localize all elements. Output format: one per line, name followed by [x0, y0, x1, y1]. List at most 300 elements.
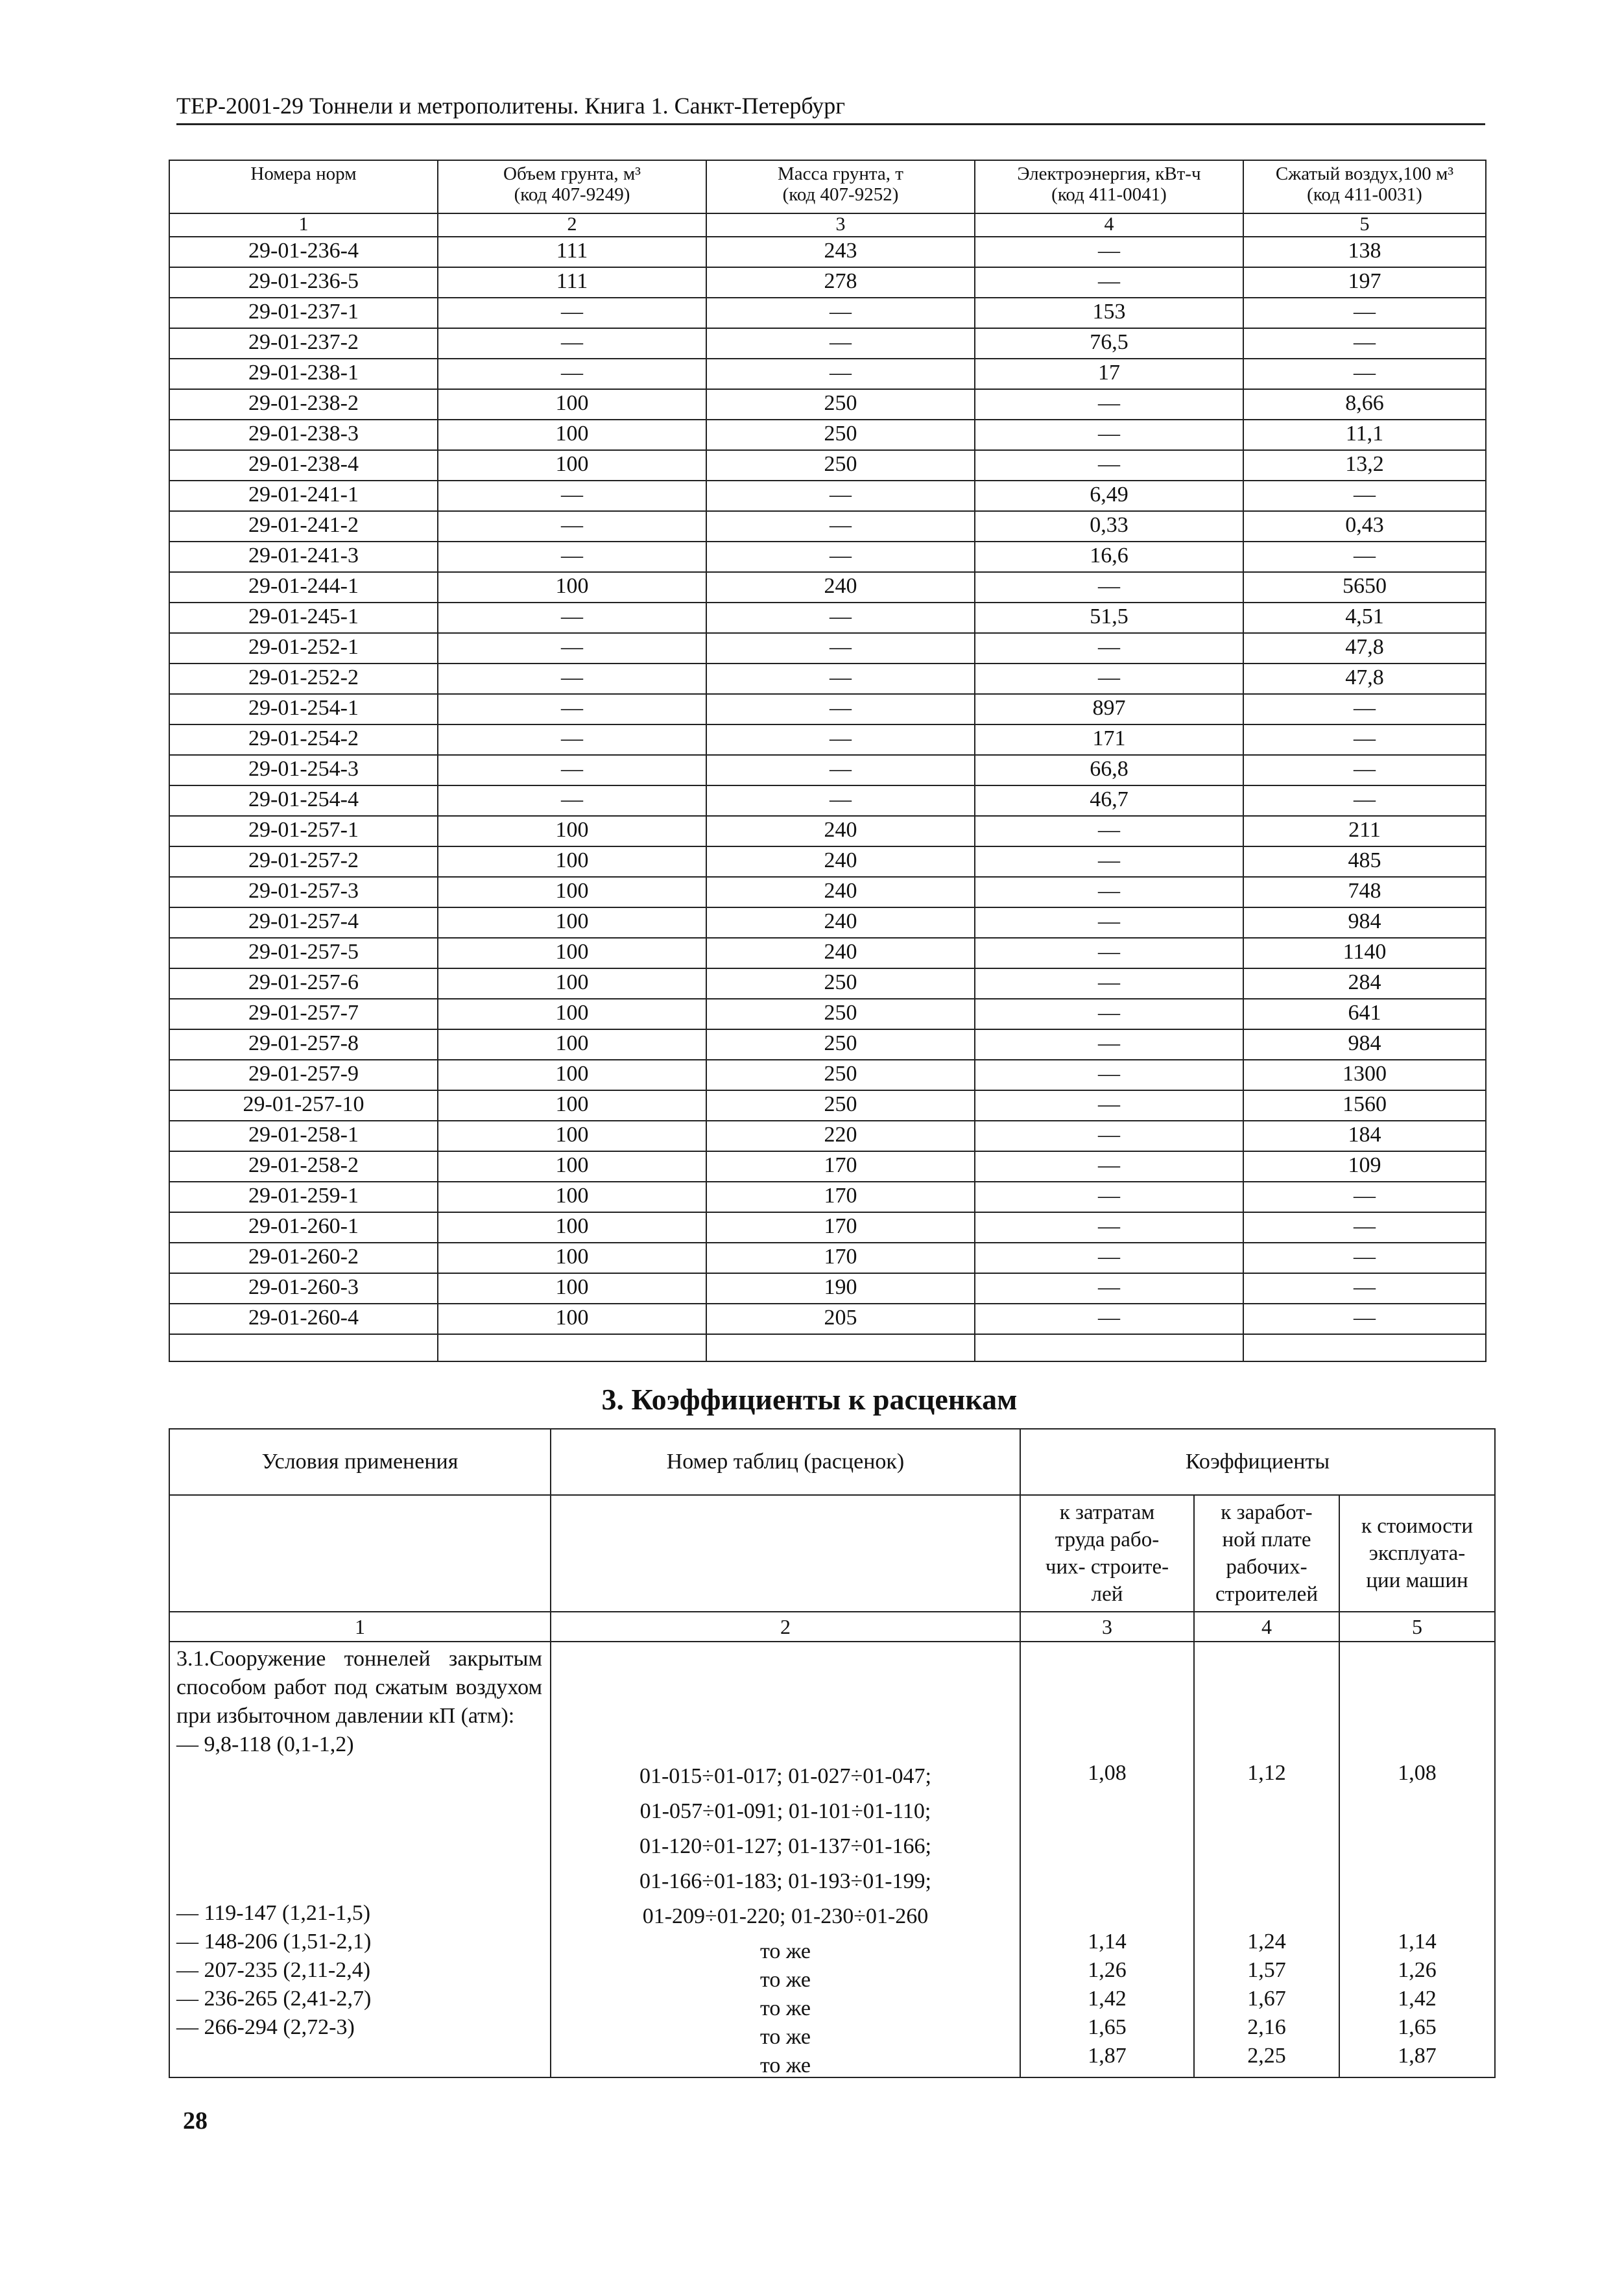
column-number: 2 — [551, 1612, 1020, 1642]
column-number: 1 — [169, 1612, 551, 1642]
table-cell: — — [1243, 724, 1486, 755]
table-cell: — — [975, 907, 1243, 938]
table-cell: 29-01-257-10 — [169, 1090, 438, 1121]
norms-header-cell — [438, 160, 706, 213]
table-cell: — — [1243, 1273, 1486, 1304]
table-range-line: 01-166÷01-183; 01-193÷01-199; — [639, 1869, 931, 1893]
table-row — [169, 1121, 1486, 1151]
norms-header-cell — [1243, 160, 1486, 213]
machines-coef-value: 1,26 — [1398, 1958, 1437, 1982]
table-row — [169, 1304, 1486, 1334]
table-cell: 29-01-241-3 — [169, 542, 438, 572]
machines-coef-list — [1340, 1928, 1494, 2070]
table-row — [169, 298, 1486, 328]
table-row — [169, 389, 1486, 420]
table-cell: 29-01-260-4 — [169, 1304, 438, 1334]
table-cell: 111 — [438, 237, 706, 267]
labor-coef-value: 1,08 — [1088, 1761, 1127, 1785]
empty-cell — [169, 1334, 438, 1361]
wage-coef-value: 2,25 — [1247, 2044, 1286, 2068]
table-cell: 29-01-237-2 — [169, 328, 438, 359]
norms-header-label: Масса грунта, т (код 407-9252) — [778, 163, 903, 205]
table-cell: 6,49 — [975, 481, 1243, 511]
table-cell: 100 — [438, 1121, 706, 1151]
table-cell: 984 — [1243, 907, 1486, 938]
table-cell: 240 — [706, 572, 975, 603]
table-cell: 29-01-244-1 — [169, 572, 438, 603]
table-row — [169, 1182, 1486, 1212]
table-row — [169, 511, 1486, 542]
table-cell: 100 — [438, 1212, 706, 1243]
table-cell: 100 — [438, 572, 706, 603]
pressure-range: — 266-294 (2,72-3) — [176, 2015, 355, 2039]
table-cell: — — [975, 237, 1243, 267]
table-cell: 51,5 — [975, 603, 1243, 633]
table-cell: — — [438, 755, 706, 785]
table-cell: 250 — [706, 389, 975, 420]
table-cell: — — [706, 328, 975, 359]
table-cell: 240 — [706, 816, 975, 846]
table-cell: 100 — [438, 877, 706, 907]
table-cell: — — [438, 603, 706, 633]
table-cell: 184 — [1243, 1121, 1486, 1151]
table-cell: — — [975, 1090, 1243, 1121]
table-row — [169, 877, 1486, 907]
norms-header-cell — [706, 160, 975, 213]
table-cell: — — [975, 1121, 1243, 1151]
empty-cell — [551, 1495, 1020, 1612]
table-cell: 211 — [1243, 816, 1486, 846]
table-cell: 29-01-257-6 — [169, 968, 438, 999]
table-cell: 100 — [438, 1304, 706, 1334]
table-cell: — — [706, 603, 975, 633]
table-cell: 29-01-254-3 — [169, 755, 438, 785]
machines-coef-label: к стоимости эксплуата- ции машин — [1361, 1514, 1474, 1592]
table-cell: 278 — [706, 267, 975, 298]
table-row — [169, 359, 1486, 389]
table-cell: — — [706, 664, 975, 694]
coef-column-numbers-row — [169, 1612, 1495, 1642]
table-row — [169, 1243, 1486, 1273]
section-title: 3. Коэффициенты к расценкам — [601, 1383, 1018, 1416]
table-row — [169, 968, 1486, 999]
table-cell: 8,66 — [1243, 389, 1486, 420]
table-cell: — — [1243, 1304, 1486, 1334]
table-cell: 138 — [1243, 237, 1486, 267]
table-cell: — — [975, 420, 1243, 450]
table-cell: — — [975, 664, 1243, 694]
table-cell: 16,6 — [975, 542, 1243, 572]
table-cell: 100 — [438, 1029, 706, 1060]
table-cell: — — [975, 267, 1243, 298]
table-cell: 100 — [438, 1243, 706, 1273]
table-cell: 17 — [975, 359, 1243, 389]
table-cell: — — [975, 1182, 1243, 1212]
table-cell: 29-01-260-3 — [169, 1273, 438, 1304]
column-number: 3 — [1020, 1612, 1194, 1642]
wage-coef-label: к заработ- ной плате рабочих- строителей — [1215, 1501, 1318, 1606]
table-row — [169, 450, 1486, 481]
wage-coef-cell — [1194, 1642, 1339, 2077]
table-cell: 29-01-241-2 — [169, 511, 438, 542]
table-cell: 190 — [706, 1273, 975, 1304]
table-range-line: 01-209÷01-220; 01-230÷01-260 — [642, 1904, 929, 1928]
table-cell: — — [975, 572, 1243, 603]
table-cell: — — [975, 1243, 1243, 1273]
table-cell: 29-01-257-3 — [169, 877, 438, 907]
wage-coef-value: 1,24 — [1247, 1930, 1286, 1954]
table-row — [169, 1060, 1486, 1090]
norms-header-cell — [975, 160, 1243, 213]
labor-coef-value: 1,87 — [1088, 2044, 1127, 2068]
table-cell: 29-01-257-8 — [169, 1029, 438, 1060]
table-cell: — — [438, 724, 706, 755]
table-cell: — — [706, 633, 975, 664]
table-row — [169, 816, 1486, 846]
table-cell: 100 — [438, 1182, 706, 1212]
table-cell: — — [975, 877, 1243, 907]
labor-coef-value: 1,14 — [1088, 1930, 1127, 1954]
tables-header: Номер таблиц (расценок) — [551, 1429, 1020, 1495]
table-cell: 250 — [706, 968, 975, 999]
table-cell: 250 — [706, 1090, 975, 1121]
table-cell: — — [438, 481, 706, 511]
table-cell: — — [975, 938, 1243, 968]
table-cell: — — [1243, 755, 1486, 785]
table-cell: — — [1243, 694, 1486, 724]
norms-table — [169, 160, 1487, 1362]
table-cell: 250 — [706, 450, 975, 481]
table-cell: 13,2 — [1243, 450, 1486, 481]
conditions-cell — [169, 1642, 551, 2077]
table-cell: 100 — [438, 1273, 706, 1304]
table-cell: 170 — [706, 1151, 975, 1182]
table-cell: 100 — [438, 389, 706, 420]
table-cell: — — [438, 664, 706, 694]
table-cell: 641 — [1243, 999, 1486, 1029]
labor-coef-value: 1,42 — [1088, 1987, 1127, 2011]
table-cell: 47,8 — [1243, 664, 1486, 694]
labor-coef-label: к затратам труда рабо- чих- строите- лей — [1045, 1501, 1169, 1606]
table-row — [169, 420, 1486, 450]
same-as-label: то же — [759, 2053, 811, 2077]
same-as-label: то же — [759, 2025, 811, 2049]
table-cell: — — [706, 755, 975, 785]
same-as-label: то же — [759, 1996, 811, 2020]
table-cell: 240 — [706, 846, 975, 877]
table-cell: — — [975, 1212, 1243, 1243]
table-cell: 1140 — [1243, 938, 1486, 968]
table-cell: — — [1243, 481, 1486, 511]
table-cell: — — [438, 328, 706, 359]
table-cell: 100 — [438, 968, 706, 999]
table-cell: 170 — [706, 1243, 975, 1273]
wage-coef-value: 1,57 — [1247, 1958, 1286, 1982]
table-cell: 29-01-238-4 — [169, 450, 438, 481]
table-cell: 170 — [706, 1212, 975, 1243]
table-cell: 284 — [1243, 968, 1486, 999]
labor-coef-value: 1,26 — [1088, 1958, 1127, 1982]
table-cell: — — [706, 511, 975, 542]
empty-cell — [1243, 1334, 1486, 1361]
table-row — [169, 237, 1486, 267]
table-cell: 29-01-257-9 — [169, 1060, 438, 1090]
table-cell: — — [438, 785, 706, 816]
machines-coef-value: 1,65 — [1398, 2015, 1437, 2039]
table-cell: 205 — [706, 1304, 975, 1334]
table-cell: 29-01-252-1 — [169, 633, 438, 664]
table-row — [169, 724, 1486, 755]
table-cell: — — [438, 542, 706, 572]
table-cell: — — [975, 450, 1243, 481]
table-cell: 29-01-257-7 — [169, 999, 438, 1029]
table-cell: 29-01-257-1 — [169, 816, 438, 846]
table-row — [169, 542, 1486, 572]
empty-cell — [706, 1334, 975, 1361]
table-cell: — — [438, 511, 706, 542]
pressure-range: — 148-206 (1,51-2,1) — [176, 1930, 372, 1954]
same-as-list — [551, 1934, 1020, 2077]
table-row — [169, 603, 1486, 633]
empty-cell — [169, 1495, 551, 1612]
table-cell: 984 — [1243, 1029, 1486, 1060]
coef-body-row — [169, 1642, 1495, 2077]
wage-coef-header — [1194, 1495, 1339, 1612]
table-cell: — — [706, 542, 975, 572]
table-cell: 29-01-258-2 — [169, 1151, 438, 1182]
empty-cell — [438, 1334, 706, 1361]
table-row — [169, 1273, 1486, 1304]
column-number: 2 — [438, 213, 706, 237]
labor-coef-cell — [1020, 1642, 1194, 2077]
table-cell: 153 — [975, 298, 1243, 328]
machines-coef-value: 1,42 — [1398, 1987, 1437, 2011]
column-number: 3 — [706, 213, 975, 237]
table-cell: 4,51 — [1243, 603, 1486, 633]
table-cell: 240 — [706, 907, 975, 938]
coefficients-table — [169, 1428, 1496, 2078]
table-row — [169, 1212, 1486, 1243]
table-cell: 66,8 — [975, 755, 1243, 785]
pressure-range: — 207-235 (2,11-2,4) — [176, 1958, 371, 1982]
table-row — [169, 481, 1486, 511]
coef-subheader-row — [169, 1495, 1495, 1612]
table-cell: 29-01-236-4 — [169, 237, 438, 267]
table-cell: — — [975, 1060, 1243, 1090]
tables-cell — [551, 1642, 1020, 2077]
labor-coef-value: 1,65 — [1088, 2015, 1127, 2039]
table-cell: 29-01-254-4 — [169, 785, 438, 816]
norms-header-label: Электроэнергия, кВт-ч (код 411-0041) — [1017, 163, 1201, 205]
table-row — [169, 1151, 1486, 1182]
table-row — [169, 938, 1486, 968]
table-cell: — — [1243, 785, 1486, 816]
table-cell: 485 — [1243, 846, 1486, 877]
pressure-range: — 119-147 (1,21-1,5) — [176, 1901, 371, 1925]
same-as-label: то же — [759, 1939, 811, 1963]
table-cell: — — [975, 389, 1243, 420]
table-cell: 100 — [438, 938, 706, 968]
table-cell: 29-01-260-1 — [169, 1212, 438, 1243]
table-cell: 1560 — [1243, 1090, 1486, 1121]
table-cell: 5650 — [1243, 572, 1486, 603]
table-cell: 100 — [438, 420, 706, 450]
table-row — [169, 1029, 1486, 1060]
table-cell: 29-01-252-2 — [169, 664, 438, 694]
table-cell: — — [706, 724, 975, 755]
table-cell: — — [438, 298, 706, 328]
table-cell: 100 — [438, 450, 706, 481]
table-range-line: 01-120÷01-127; 01-137÷01-166; — [639, 1834, 931, 1858]
table-cell: 170 — [706, 1182, 975, 1212]
norms-table-body — [169, 237, 1486, 1361]
table-cell: — — [1243, 359, 1486, 389]
table-cell: 100 — [438, 1060, 706, 1090]
table-cell: 220 — [706, 1121, 975, 1151]
table-row — [169, 1090, 1486, 1121]
table-cell: — — [706, 359, 975, 389]
table-cell: 29-01-257-5 — [169, 938, 438, 968]
table-cell: 29-01-238-3 — [169, 420, 438, 450]
table-cell: — — [438, 359, 706, 389]
table-cell: — — [975, 1304, 1243, 1334]
table-cell: 47,8 — [1243, 633, 1486, 664]
table-cell: — — [706, 481, 975, 511]
table-cell: 100 — [438, 816, 706, 846]
table-cell: — — [1243, 542, 1486, 572]
table-cell: — — [975, 633, 1243, 664]
empty-row — [169, 1334, 1486, 1361]
table-cell: 171 — [975, 724, 1243, 755]
labor-coef-list — [1021, 1928, 1193, 2070]
column-number: 4 — [975, 213, 1243, 237]
table-row — [169, 907, 1486, 938]
wage-coef-list — [1195, 1928, 1339, 2070]
running-head: ТЕР-2001-29 Тоннели и метрополитены. Книга 1. Санкт-Петербург — [176, 91, 1485, 125]
table-cell: 29-01-241-1 — [169, 481, 438, 511]
pressure-range-list — [176, 1899, 550, 2042]
table-cell: 11,1 — [1243, 420, 1486, 450]
coef-header-row — [169, 1429, 1495, 1495]
table-row — [169, 755, 1486, 785]
table-cell: 29-01-254-1 — [169, 694, 438, 724]
table-cell: — — [1243, 1243, 1486, 1273]
table-cell: — — [438, 633, 706, 664]
table-cell: 0,43 — [1243, 511, 1486, 542]
norms-header-label: Номера норм — [250, 163, 357, 184]
table-cell: 100 — [438, 846, 706, 877]
table-cell: 29-01-260-2 — [169, 1243, 438, 1273]
wage-coef-value: 1,67 — [1247, 1987, 1286, 2011]
table-row — [169, 633, 1486, 664]
table-cell: — — [975, 846, 1243, 877]
table-cell: — — [1243, 1212, 1486, 1243]
table-row — [169, 328, 1486, 359]
table-cell: — — [706, 785, 975, 816]
table-cell: 243 — [706, 237, 975, 267]
table-cell: 100 — [438, 999, 706, 1029]
table-cell: 29-01-257-2 — [169, 846, 438, 877]
norms-header-label: Объем грунта, м³ (код 407-9249) — [503, 163, 641, 205]
table-cell: — — [975, 1029, 1243, 1060]
pressure-range: — 9,8-118 (0,1-1,2) — [176, 1732, 354, 1756]
table-row — [169, 999, 1486, 1029]
table-cell: 29-01-236-5 — [169, 267, 438, 298]
column-number: 5 — [1243, 213, 1486, 237]
machines-coef-value: 1,08 — [1398, 1761, 1437, 1785]
norms-header-label: Сжатый воздух,100 м³ (код 411-0031) — [1275, 163, 1454, 205]
labor-coef-header — [1020, 1495, 1194, 1612]
table-cell: — — [706, 694, 975, 724]
table-row — [169, 694, 1486, 724]
column-number: 5 — [1339, 1612, 1495, 1642]
table-cell: 240 — [706, 938, 975, 968]
column-number: 1 — [169, 213, 438, 237]
table-cell: 29-01-245-1 — [169, 603, 438, 633]
table-cell: 100 — [438, 1090, 706, 1121]
wage-coef-value: 1,12 — [1247, 1761, 1286, 1785]
table-cell: 250 — [706, 1029, 975, 1060]
machines-coef-cell — [1339, 1642, 1495, 2077]
same-as-label: то же — [759, 1968, 811, 1992]
coefficients-header: Коэффициенты — [1020, 1429, 1495, 1495]
table-row — [169, 664, 1486, 694]
table-row — [169, 572, 1486, 603]
table-cell: — — [975, 1151, 1243, 1182]
table-row — [169, 785, 1486, 816]
table-cell: 250 — [706, 1060, 975, 1090]
page-number: 28 — [183, 2107, 208, 2135]
table-cell: — — [1243, 1182, 1486, 1212]
table-cell: 111 — [438, 267, 706, 298]
table-cell: 29-01-254-2 — [169, 724, 438, 755]
table-cell: — — [975, 999, 1243, 1029]
table-cell: 897 — [975, 694, 1243, 724]
table-cell: 46,7 — [975, 785, 1243, 816]
wage-coef-value: 2,16 — [1247, 2015, 1286, 2039]
table-cell: 29-01-237-1 — [169, 298, 438, 328]
table-cell: — — [438, 694, 706, 724]
section-3-1-text: 3.1.Сооружение тоннелей закрытым способом работ под сжатым воздухом при избыточном давлении кП (атм): — [176, 1647, 542, 1728]
machines-coef-header — [1339, 1495, 1495, 1612]
table-cell: — — [975, 816, 1243, 846]
norms-column-numbers-row — [169, 213, 1486, 237]
norms-table-header-row — [169, 160, 1486, 213]
machines-coef-value: 1,14 — [1398, 1930, 1437, 1954]
table-cell: 0,33 — [975, 511, 1243, 542]
table-cell: 250 — [706, 999, 975, 1029]
pressure-range: — 236-265 (2,41-2,7) — [176, 1987, 372, 2011]
table-cell: — — [975, 1273, 1243, 1304]
machines-coef-value: 1,87 — [1398, 2044, 1437, 2068]
empty-cell — [975, 1334, 1243, 1361]
table-cell: 29-01-257-4 — [169, 907, 438, 938]
table-cell: 250 — [706, 420, 975, 450]
table-cell: 29-01-238-1 — [169, 359, 438, 389]
table-cell: 748 — [1243, 877, 1486, 907]
column-number: 4 — [1194, 1612, 1339, 1642]
table-cell: 29-01-258-1 — [169, 1121, 438, 1151]
table-cell: 197 — [1243, 267, 1486, 298]
table-cell: 109 — [1243, 1151, 1486, 1182]
conditions-header: Условия применения — [169, 1429, 551, 1495]
norms-header-cell — [169, 160, 438, 213]
table-row — [169, 846, 1486, 877]
table-cell: 29-01-238-2 — [169, 389, 438, 420]
table-cell: 100 — [438, 1151, 706, 1182]
table-cell: — — [1243, 298, 1486, 328]
table-range-line: 01-057÷01-091; 01-101÷01-110; — [639, 1799, 931, 1823]
